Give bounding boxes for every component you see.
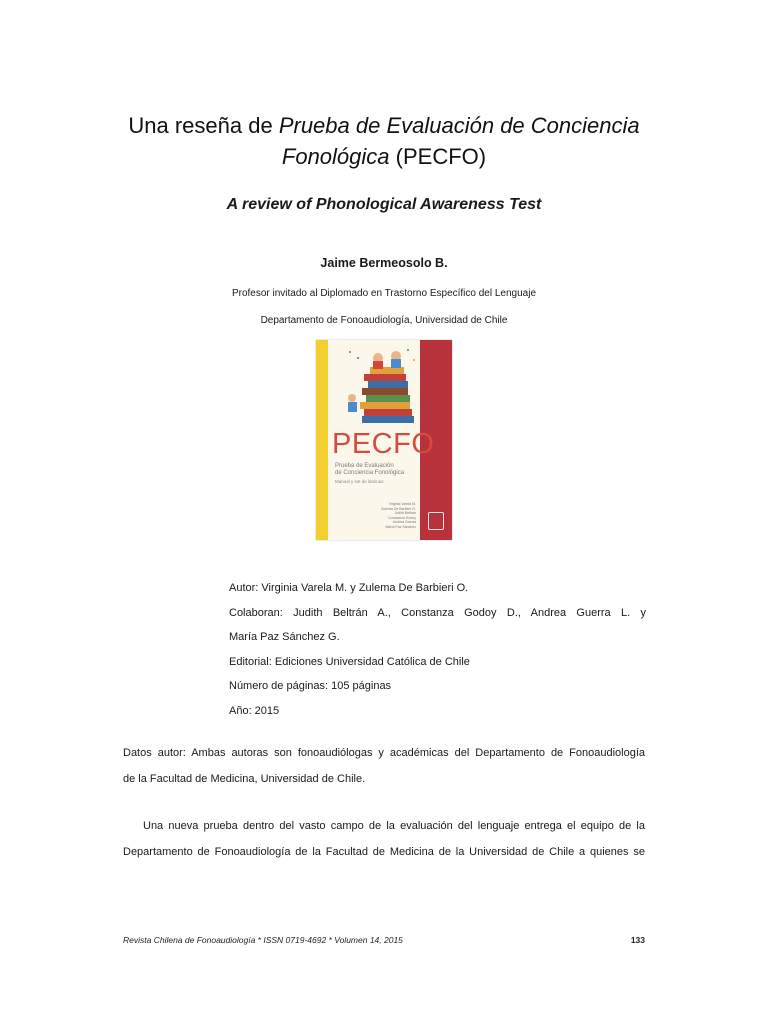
cover-colab-1: Judith Beltrán [394, 511, 416, 515]
journal-citation: Revista Chilena de Fonoaudiología * ISSN 0719-4692 * Volumen 14, 2015 [123, 935, 403, 945]
cover-colab-4: María Paz Sánchez [385, 524, 416, 529]
author-data-line-2: de la Facultad de Medicina, Universidad de Chile. [123, 773, 366, 785]
title-italic-line2: Fonológica [281, 144, 390, 169]
affiliation-line-2: Departamento de Fonoaudiología, Universidad de Chile [260, 315, 508, 326]
cover-subtitle-line-2: de Conciencia Fonológica [335, 470, 405, 476]
cover-manual-label: Manual y set de láminas [335, 479, 384, 484]
cover-authors [360, 502, 416, 529]
author-data-paragraph [123, 740, 645, 792]
article-title [100, 110, 668, 172]
author-data-line-1: Datos autor: Ambas autoras son fonoaudiólogas y académicas del Departamento de Fonoaudiología [123, 747, 645, 759]
article-subtitle: A review of Phonological Awareness Test [226, 196, 542, 213]
cover-author-2: Zulema De Barbieri O. [381, 506, 416, 511]
cover-colab-3: Andrea Guerra [392, 520, 416, 524]
cover-title: PECFO [332, 428, 435, 460]
page-number: 133 [630, 935, 645, 945]
university-logo-icon [428, 512, 444, 530]
book-collaborators-line-2: María Paz Sánchez G. [229, 631, 340, 643]
affiliation-line-1: Profesor invitado al Diplomado en Trastorno Específico del Lenguaje [231, 288, 537, 299]
author-name: Jaime Bermeosolo B. [320, 256, 448, 270]
cover-yellow-strip [316, 340, 328, 540]
title-italic-line1: Prueba de Evaluación de Conciencia [278, 113, 640, 138]
books-illustration [342, 346, 420, 424]
book-info [229, 576, 646, 723]
page-footer [123, 935, 645, 945]
book-collaborators-line-1: Colaboran: Judith Beltrán A., Constanza Godoy D., Andrea Guerra L. y [229, 606, 646, 619]
book-year: Año: 2015 [229, 704, 280, 717]
cover-author-1: Virginia Varela M. [388, 502, 416, 506]
title-suffix: (PECFO) [389, 144, 487, 169]
book-cover-image [316, 340, 452, 540]
title-prefix: Una reseña de [128, 113, 279, 138]
body-line-2: Departamento de Fonoaudiología de la Facultad de Medicina de la Universidad de Chile a quienes se [123, 846, 645, 858]
cover-subtitle-line-1: Prueba de Evaluación [335, 463, 394, 469]
book-author: Autor: Virginia Varela M. y Zulema De Barbieri O. [229, 582, 469, 594]
book-publisher: Editorial: Ediciones Universidad Católica de Chile [229, 655, 470, 668]
book-pages: Número de páginas: 105 páginas [229, 680, 392, 692]
body-paragraph [123, 813, 645, 865]
body-line-1: Una nueva prueba dentro del vasto campo de la evaluación del lenguaje entrega el equipo de la [143, 820, 645, 832]
cover-colab-2: Constanza Godoy [387, 515, 416, 520]
cover-subtitle [335, 463, 419, 477]
